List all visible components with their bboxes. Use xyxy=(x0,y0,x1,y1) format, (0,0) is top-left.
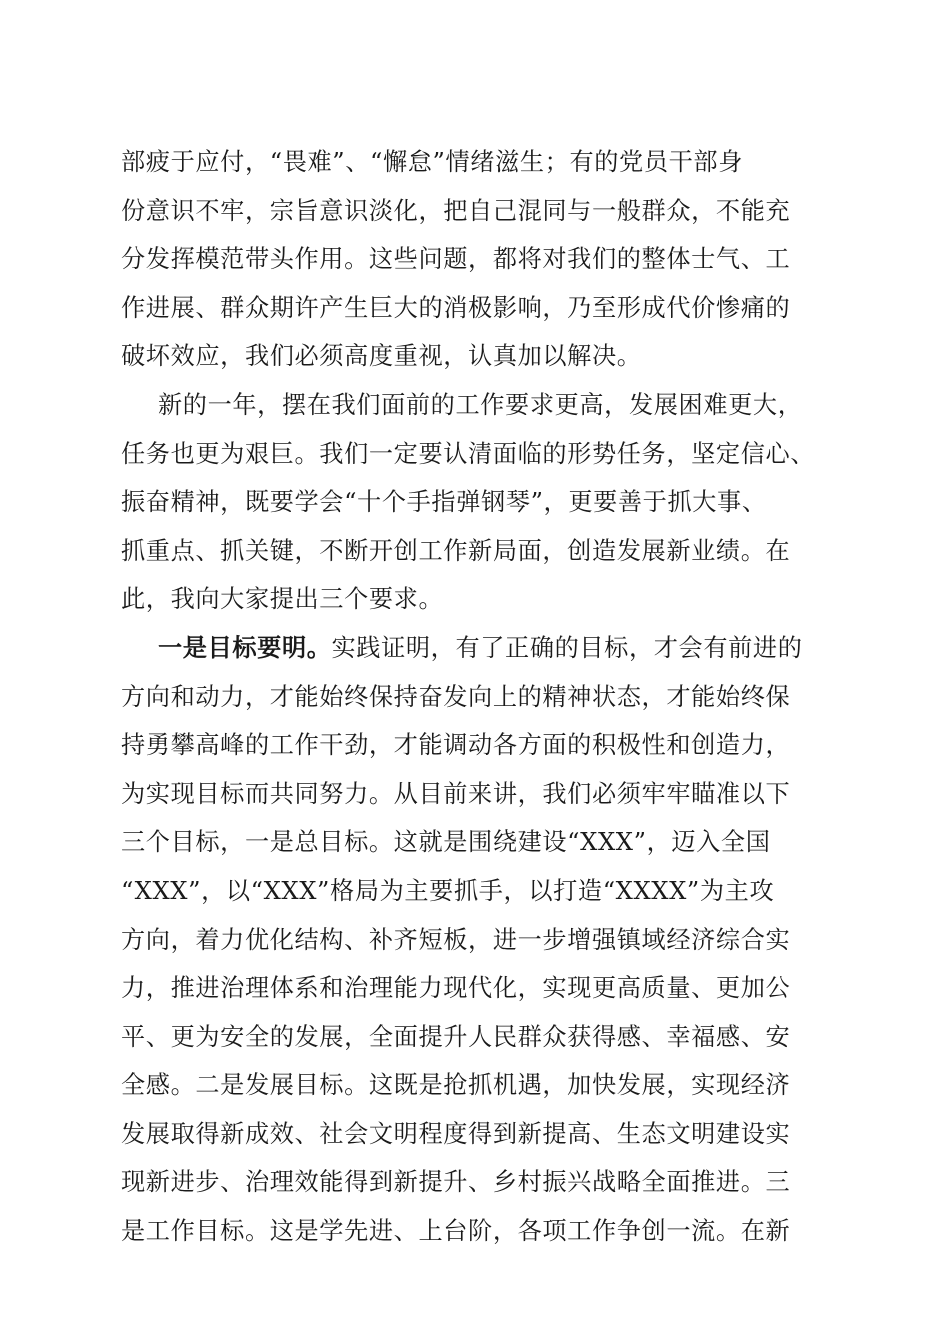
text-line: 破坏效应，我们必须高度重视，认真加以解决。 xyxy=(121,342,642,371)
text-line: “XXX”，以“XXX”格局为主要抓手，以打造“XXXX”为主攻 xyxy=(121,876,775,905)
text-line: 抓重点、抓关键，不断开创工作新局面，创造发展新业绩。在 xyxy=(121,536,791,565)
body-text xyxy=(121,138,856,1256)
text-line: 方向，着力优化结构、补齐短板，进一步增强镇域经济综合实 xyxy=(121,925,791,954)
text-line: 力，推进治理体系和治理能力现代化，实现更高质量、更加公 xyxy=(121,974,791,1003)
text-line: 是工作目标。这是学先进、上台阶，各项工作争创一流。在新 xyxy=(121,1217,791,1246)
text-line: 现新进步、治理效能得到新提升、乡村振兴战略全面推进。三 xyxy=(121,1168,791,1197)
text-span: 实践证明，有了正确的目标，才会有前进的 xyxy=(331,633,803,662)
paragraph-2 xyxy=(121,381,856,624)
text-line: 部疲于应付，“畏难”、“懈怠”情绪滋生；有的党员干部身 xyxy=(121,148,743,176)
text-line: 平、更为安全的发展，全面提升人民群众获得感、幸福感、安 xyxy=(121,1022,791,1051)
text-line: 持勇攀高峰的工作干劲，才能调动各方面的积极性和创造力， xyxy=(121,731,791,760)
text-line xyxy=(121,624,856,673)
text-line: 振奋精神，既要学会“十个手指弹钢琴”，更要善于抓大事、 xyxy=(121,488,767,517)
text-line: 任务也更为艰巨。我们一定要认清面临的形势任务，坚定信心、 xyxy=(121,439,816,468)
paragraph-3 xyxy=(121,624,856,1256)
text-line: 三个目标，一是总目标。这就是围绕建设“XXX”，迈入全国 xyxy=(121,828,771,857)
text-line: 全感。二是发展目标。这既是抢抓机遇，加快发展，实现经济 xyxy=(121,1071,791,1100)
text-line: 发展取得新成效、社会文明程度得到新提高、生态文明建设实 xyxy=(121,1119,791,1148)
paragraph-1 xyxy=(121,138,856,381)
text-line: 份意识不牢，宗旨意识淡化，把自己混同与一般群众，不能充 xyxy=(121,196,791,225)
text-line: 分发挥模范带头作用。这些问题，都将对我们的整体士气、工 xyxy=(121,245,791,274)
text-line: 新的一年，摆在我们面前的工作要求更高，发展困难更大， xyxy=(158,390,803,419)
text-line: 作进展、群众期许产生巨大的消极影响，乃至形成代价惨痛的 xyxy=(121,293,791,322)
text-line: 方向和动力，才能始终保持奋发向上的精神状态，才能始终保 xyxy=(121,682,791,711)
text-line: 为实现目标而共同努力。从目前来讲，我们必须牢牢瞄准以下 xyxy=(121,779,791,808)
section-heading: 一是目标要明。 xyxy=(158,632,332,662)
text-line: 此，我向大家提出三个要求。 xyxy=(121,585,444,614)
